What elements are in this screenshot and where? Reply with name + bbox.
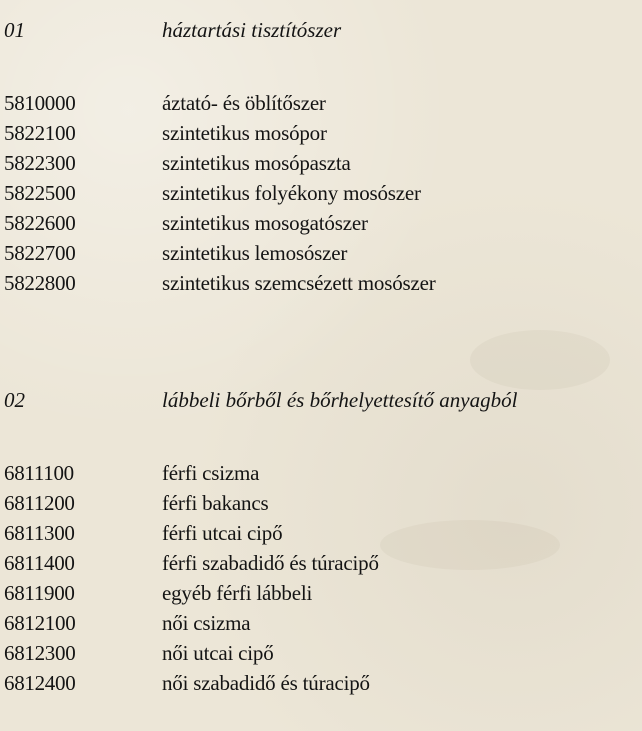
- section-code: 02: [4, 388, 25, 412]
- item-code: 6812300: [4, 641, 76, 665]
- list-item: [4, 208, 642, 238]
- item-code: 5822800: [4, 271, 76, 295]
- item-code: 5822500: [4, 181, 76, 205]
- list-item: [4, 668, 642, 698]
- section-code: 01: [4, 18, 25, 42]
- list-item: [4, 118, 642, 148]
- item-name: férfi utcai cipő: [162, 521, 283, 545]
- item-code: 6812400: [4, 671, 76, 695]
- list-item: [4, 238, 642, 268]
- item-list: [4, 458, 642, 698]
- list-item: [4, 88, 642, 118]
- item-name: szintetikus mosópaszta: [162, 151, 351, 175]
- item-code: 6812100: [4, 611, 76, 635]
- item-code: 5822700: [4, 241, 76, 265]
- item-name: szintetikus folyékony mosószer: [162, 181, 421, 205]
- section-title: lábbeli bőrből és bőrhelyettesítő anyagból: [162, 388, 518, 412]
- item-code: 6811300: [4, 521, 75, 545]
- item-code: 5822100: [4, 121, 76, 145]
- list-item: [4, 518, 642, 548]
- item-code: 5822300: [4, 151, 76, 175]
- item-name: áztató- és öblítőszer: [162, 91, 326, 115]
- item-code: 6811900: [4, 581, 75, 605]
- list-item: [4, 578, 642, 608]
- item-name: szintetikus szemcsézett mosószer: [162, 271, 436, 295]
- section-footwear: [4, 384, 642, 698]
- item-code: 6811200: [4, 491, 75, 515]
- item-list: [4, 88, 642, 298]
- item-name: férfi szabadidő és túracipő: [162, 551, 379, 575]
- item-name: szintetikus mosogatószer: [162, 211, 368, 235]
- list-item: [4, 608, 642, 638]
- paper-smudge: [470, 330, 610, 390]
- item-code: 6811400: [4, 551, 75, 575]
- item-name: női szabadidő és túracipő: [162, 671, 370, 695]
- item-name: egyéb férfi lábbeli: [162, 581, 313, 605]
- item-name: szintetikus lemosószer: [162, 241, 348, 265]
- item-code: 5810000: [4, 91, 76, 115]
- list-item: [4, 488, 642, 518]
- list-item: [4, 638, 642, 668]
- item-name: férfi bakancs: [162, 491, 269, 515]
- item-name: női csizma: [162, 611, 251, 635]
- item-name: férfi csizma: [162, 461, 260, 485]
- section-heading: [4, 14, 642, 46]
- section-heading: [4, 384, 642, 416]
- item-code: 5822600: [4, 211, 76, 235]
- section-household-cleaners: [4, 14, 642, 298]
- item-name: női utcai cipő: [162, 641, 274, 665]
- list-item: [4, 268, 642, 298]
- list-item: [4, 458, 642, 488]
- item-name: szintetikus mosópor: [162, 121, 327, 145]
- section-title: háztartási tisztítószer: [162, 18, 342, 42]
- list-item: [4, 178, 642, 208]
- list-item: [4, 548, 642, 578]
- item-code: 6811100: [4, 461, 74, 485]
- list-item: [4, 148, 642, 178]
